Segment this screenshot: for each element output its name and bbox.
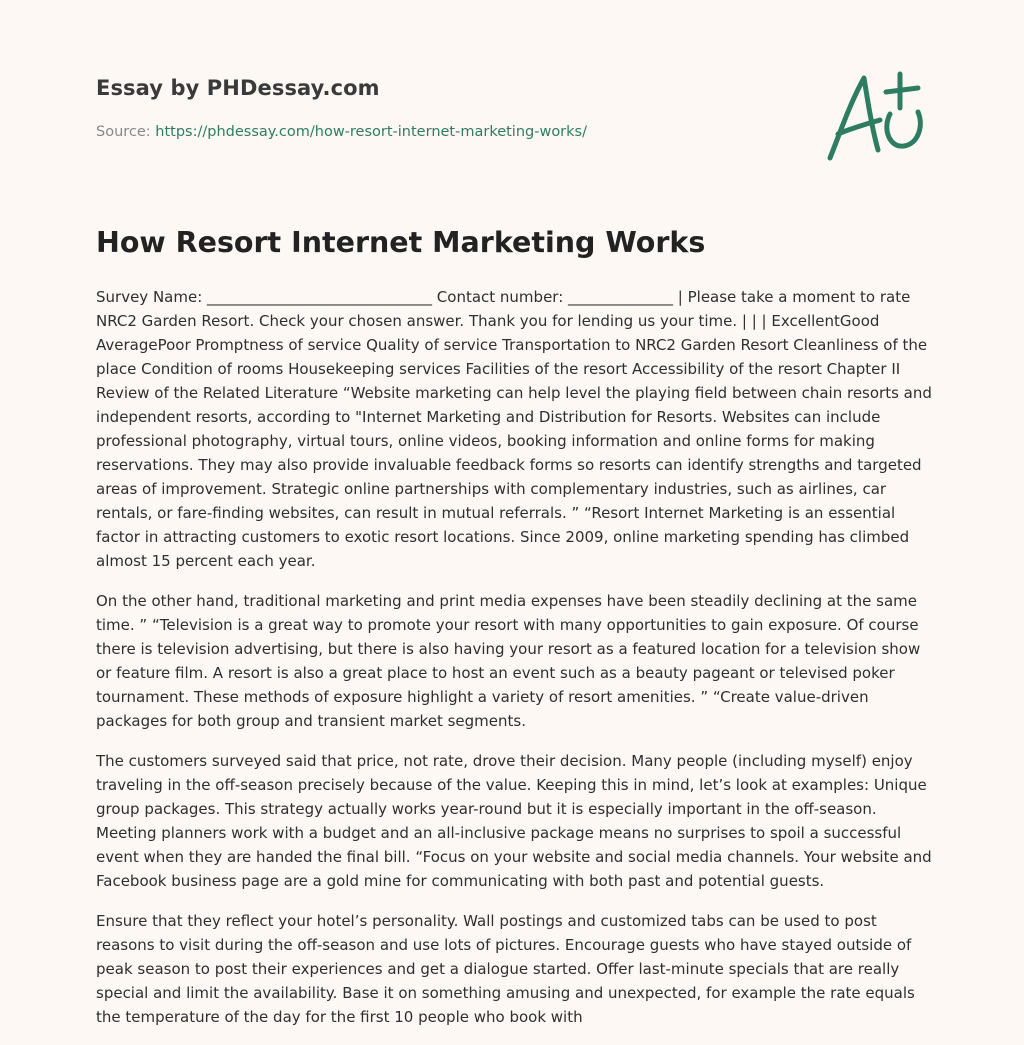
source-label: Source: — [96, 124, 156, 140]
essay-paragraph: On the other hand, traditional marketing and print media expenses have been steadily declining at the same time. ” “Television is a great way to promote your resort with many opportunities to gain exposure. Of course there is television advertising, but there is also having your resort as a featured location for a television show or feature film. A resort is also a great place to host an event such as a beauty pageant or televised poker tournament. These methods of exposure highlight a variety of resort amenities. ” “Create value-driven packages for both group and transient market segments. — [96, 592, 921, 730]
essay-paragraph: Survey Name: ______________________________ Contact number: ______________ | Please take a moment to rate NRC2 Garden Resort. Check your chosen answer. Thank you for lending us your time. | | | ExcellentGood AveragePoor Promptness of service Quality of service Transportation to NRC2 Garden Resort Cleanliness of the place Condition of rooms Housekeeping services Facilities of the resort Accessibility of the resort Chapter II Review of the Related Literature “Website marketing can help level the playing field between chain resorts and independent resorts, according to "Internet Marketing and Distribution for Resorts. Websites can include professional photography, virtual tours, online videos, booking information and online forms for making reservations. They may also provide invaluable feedback forms so resorts can identify strengths and targeted areas of improvement. Strategic online partnerships with complementary industries, such as airlines, car rentals, or fare-finding websites, can result in mutual referrals. ” “Resort Internet Marketing is an essential factor in attracting customers to exotic resort locations. Since 2009, online marketing spending has climbed almost 15 percent each year. — [96, 288, 932, 570]
essay-title: How Resort Internet Marketing Works — [96, 226, 706, 259]
essay-paragraph: The customers surveyed said that price, not rate, drove their decision. Many people (including myself) enjoy traveling in the off-season precisely because of the value. Keeping this in mind, let’s look at examples: Unique group packages. This strategy actually works year-round but it is especially important in the off-season. Meeting planners work with a budget and an all-inclusive package means no surprises to spoil a successful event when they are handed the final bill. “Focus on your website and social media channels. Your website and Facebook business page are a gold mine for communicating with both past and potential guests. — [96, 752, 932, 890]
essay-body — [96, 285, 932, 1045]
source-line — [96, 124, 587, 140]
essay-paragraph: Ensure that they reflect your hotel’s personality. Wall postings and customized tabs can be used to post reasons to visit during the off-season and use lots of pictures. Encourage guests who have stayed outside of peak season to post their experiences and get a dialogue started. Offer last-minute specials that are really special and limit the availability. Base it on something amusing and unexpected, for example the rate equals the temperature of the day for the first 10 people who book with — [96, 912, 915, 1026]
site-brand: Essay by PHDessay.com — [96, 76, 380, 100]
a-plus-logo-icon — [820, 68, 932, 168]
source-link[interactable]: https://phdessay.com/how-resort-internet-marketing-works/ — [155, 124, 587, 140]
